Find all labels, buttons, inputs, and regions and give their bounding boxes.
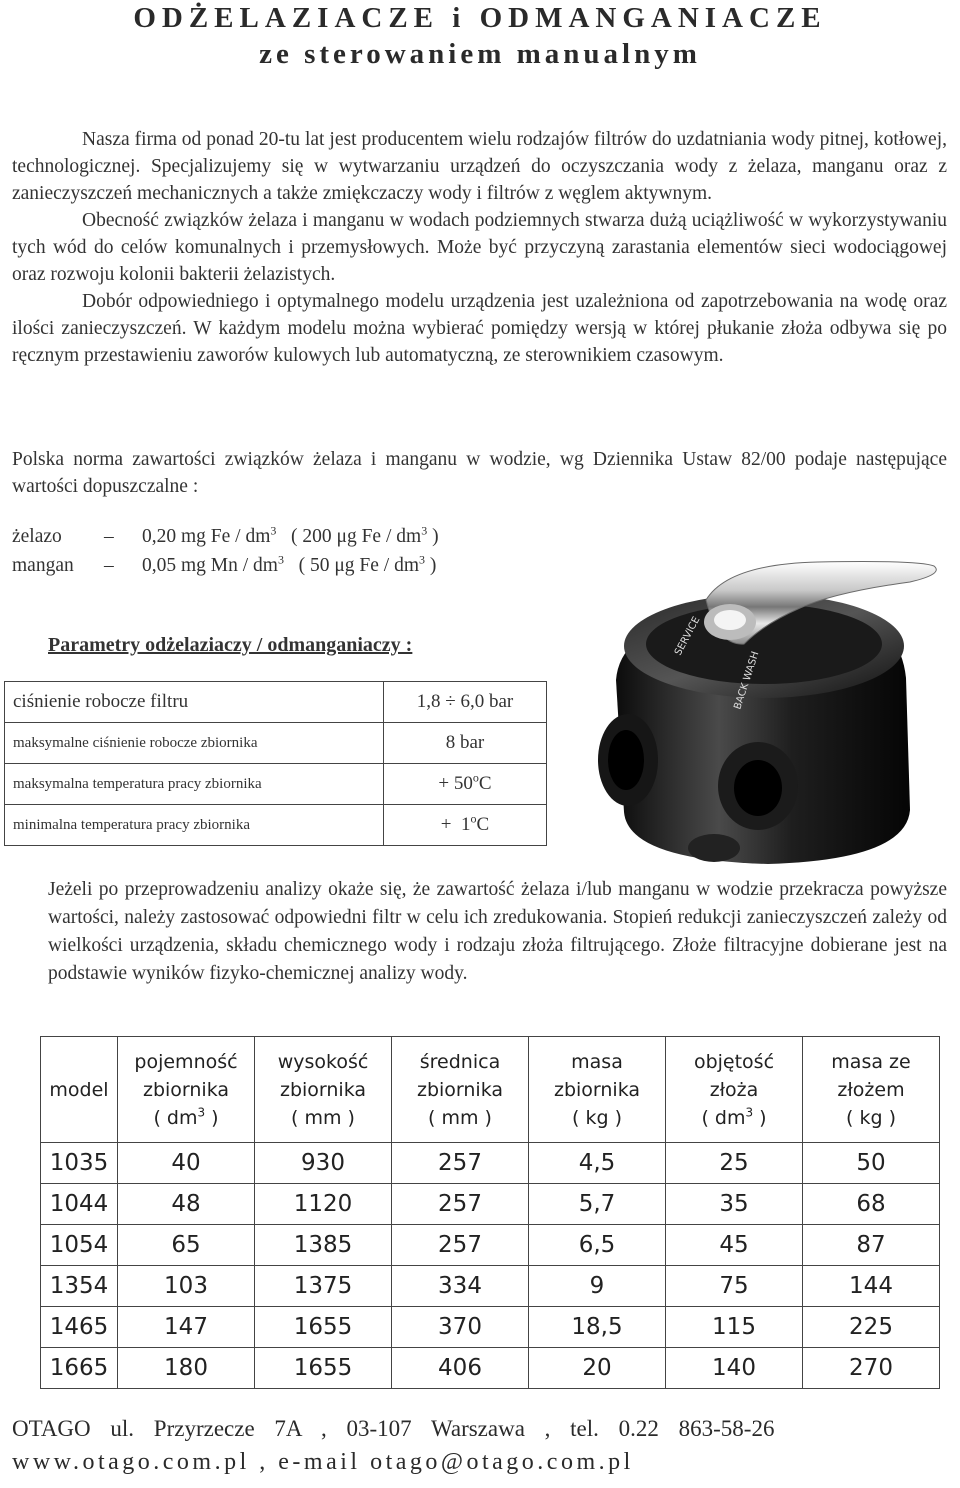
cell-mass-with-bed: 225 [803, 1307, 940, 1348]
norm-section [12, 446, 947, 500]
models-table [40, 1036, 940, 1389]
header-bed-volume: objętość złoża ( $dm^3$ ) [666, 1037, 803, 1143]
param-value: + 50 [438, 773, 473, 794]
cell-mass-with-bed: 270 [803, 1348, 940, 1389]
cell-diameter: 406 [392, 1348, 529, 1389]
table-row [41, 1184, 940, 1225]
param-unit: C [478, 773, 492, 794]
models-header-row [41, 1037, 940, 1143]
cell-model: 1465 [41, 1307, 118, 1348]
param-value: 1,8 ÷ 6,0 bar [384, 682, 547, 723]
limit-row-manganese [12, 552, 437, 577]
cell-capacity: 65 [118, 1225, 255, 1266]
contact-separator: , [259, 1449, 269, 1475]
cell-diameter: 370 [392, 1307, 529, 1348]
param-value-cell [384, 764, 547, 805]
degree-sup: o [470, 811, 477, 826]
cell-model: 1044 [41, 1184, 118, 1225]
limit-name: mangan [12, 555, 74, 576]
footer-contact-line [12, 1449, 634, 1476]
company-address: ul. Przyrzecze 7A , 03-107 Warszawa , tel. 0.22 863-58-26 [110, 1416, 775, 1441]
params-heading: Parametry odżelaziaczy / odmanganiaczy : [48, 634, 413, 656]
cell-diameter: 257 [392, 1143, 529, 1184]
limit-alt-value: ( 50 μg Fe / dm [298, 555, 420, 576]
param-value: 8 bar [384, 723, 547, 764]
cell-mass-with-bed: 87 [803, 1225, 940, 1266]
param-value: + 1 [440, 814, 471, 835]
cell-diameter: 334 [392, 1266, 529, 1307]
valve-port-center [718, 742, 798, 830]
company-name: OTAGO [12, 1416, 91, 1441]
valve-port-left [598, 714, 658, 806]
cell-diameter: 257 [392, 1184, 529, 1225]
intro-paragraph: Nasza firma od ponad 20-tu lat jest producentem wielu rodzajów filtrów do uzdatniania wody pitnej, kotłowej, technologicznej. Specjalizujemy się w wytwarzaniu urządzeń do oczyszczania wody z żelaza, manganu oraz z zanieczyszczeń mechanicznych a także zmiękczaczy wody i filtrów z węglem aktywnym. [12, 129, 947, 204]
param-label: minimalna temperatura pracy zbiornika [5, 805, 384, 846]
cell-mass: 5,7 [529, 1184, 666, 1225]
cell-model: 1354 [41, 1266, 118, 1307]
cell-bed-volume: 75 [666, 1266, 803, 1307]
params-row [5, 805, 547, 846]
limit-value: 0,20 mg Fe / dm [142, 526, 271, 547]
cell-height: 1655 [255, 1307, 392, 1348]
limit-alt-exp: 3 [419, 552, 426, 567]
cell-capacity: 103 [118, 1266, 255, 1307]
manual-valve-image [588, 560, 958, 870]
limit-value-exp: 3 [270, 523, 277, 538]
cell-height: 930 [255, 1143, 392, 1184]
cell-mass: 20 [529, 1348, 666, 1389]
cell-mass-with-bed: 68 [803, 1184, 940, 1225]
cell-height: 1655 [255, 1348, 392, 1389]
header-tank-diameter: średnica zbiornika ( mm ) [392, 1037, 529, 1143]
cell-model: 1665 [41, 1348, 118, 1389]
cell-height: 1375 [255, 1266, 392, 1307]
cell-mass: 9 [529, 1266, 666, 1307]
cell-model: 1035 [41, 1143, 118, 1184]
intro-section [12, 126, 947, 369]
limit-dash: – [104, 555, 114, 576]
closing-section [48, 876, 947, 988]
limit-value-exp: 3 [277, 552, 284, 567]
norm-text: Polska norma zawartości związków żelaza i manganu w wodzie, wg Dziennika Ustaw 82/00 podaje następujące wartości dopuszczalne : [12, 449, 947, 497]
param-unit: C [476, 814, 490, 835]
limit-dash: – [104, 526, 114, 547]
cell-mass: 18,5 [529, 1307, 666, 1348]
limit-alt-value: ( 200 μg Fe / dm [291, 526, 422, 547]
params-row [5, 723, 547, 764]
table-row [41, 1225, 940, 1266]
limit-alt-close: ) [427, 526, 439, 547]
header-mass-with-bed: masa ze złożem ( kg ) [803, 1037, 940, 1143]
page-subtitle: ze sterowaniem manualnym [259, 38, 701, 70]
cell-capacity: 180 [118, 1348, 255, 1389]
page-title: ODŻELAZIACZE i ODMANGANIACZE [133, 2, 827, 34]
params-table [4, 681, 547, 846]
cell-capacity: 40 [118, 1143, 255, 1184]
email-link[interactable]: otago@otago.com.pl [370, 1449, 634, 1475]
cell-height: 1385 [255, 1225, 392, 1266]
cell-mass: 6,5 [529, 1225, 666, 1266]
cell-mass: 4,5 [529, 1143, 666, 1184]
cell-model: 1054 [41, 1225, 118, 1266]
cell-bed-volume: 45 [666, 1225, 803, 1266]
table-row [41, 1307, 940, 1348]
header-tank-mass: masa zbiornika ( kg ) [529, 1037, 666, 1143]
cell-capacity: 48 [118, 1184, 255, 1225]
email-label: e-mail [278, 1449, 361, 1475]
cell-bed-volume: 115 [666, 1307, 803, 1348]
params-row [5, 764, 547, 805]
intro-paragraph: Dobór odpowiedniego i optymalnego modelu urządzenia jest uzależniona od zapotrzebowania na wodę oraz ilości zanieczyszczeń. W każdym modelu można wybierać pomiędzy wersją w której płukanie złoża odbywa się po ręcznym przestawieniu zaworów kulowych lub automatyczną, ze sterownikiem czasowym. [12, 291, 947, 366]
intro-paragraph: Obecność związków żelaza i manganu w wodach podziemnych stwarza dużą uciążliwość w wykorzystywaniu tych wód do celów komunalnych i przemysłowych. Może być przyczyną zarastania elementów sieci wodociągowej oraz rozwoju kolonii bakterii żelazistych. [12, 210, 947, 285]
cell-bed-volume: 25 [666, 1143, 803, 1184]
table-row [41, 1266, 940, 1307]
limit-alt-exp: 3 [421, 523, 428, 538]
valve-backwash-label: BACK WASH [732, 650, 762, 711]
closing-paragraph: Jeżeli po przeprowadzeniu analizy okaże się, że zawartość żelaza i/lub manganu w wodzie przekracza powyższe wartości, należy zastosować odpowiedni filtr w celu ich zredukowania. Stopień redukcji zanieczyszczeń zależy od wielkości urządzenia, składu chemicznego wody i rodzaju złoża filtrującego. Złoże filtracyjne dobierane jest na podstawie wyników fizyko-chemicznej analizy wody. [48, 879, 947, 984]
limit-value: 0,05 mg Mn / dm [142, 555, 278, 576]
cell-bed-volume: 140 [666, 1348, 803, 1389]
cell-capacity: 147 [118, 1307, 255, 1348]
header-model: model [41, 1037, 118, 1143]
valve-service-label: SERVICE [672, 615, 703, 658]
limit-row-iron [12, 523, 439, 548]
limit-alt-close: ) [425, 555, 437, 576]
limit-name: żelazo [12, 526, 62, 547]
param-label: maksymalne ciśnienie robocze zbiornika [5, 723, 384, 764]
param-value-cell [384, 805, 547, 846]
table-row [41, 1348, 940, 1389]
header-tank-height: wysokość zbiornika ( mm ) [255, 1037, 392, 1143]
cell-diameter: 257 [392, 1225, 529, 1266]
degree-sup: o [472, 770, 479, 785]
cell-height: 1120 [255, 1184, 392, 1225]
params-row [5, 682, 547, 723]
cell-mass-with-bed: 144 [803, 1266, 940, 1307]
cell-mass-with-bed: 50 [803, 1143, 940, 1184]
cell-bed-volume: 35 [666, 1184, 803, 1225]
header-tank-capacity: pojemność zbiornika ( $dm^3$ ) [118, 1037, 255, 1143]
website-link[interactable]: www.otago.com.pl [12, 1449, 250, 1475]
valve-port-bottom [688, 834, 740, 862]
footer-address-line [12, 1416, 774, 1442]
table-row [41, 1143, 940, 1184]
param-label: maksymalna temperatura pracy zbiornika [5, 764, 384, 805]
param-label: ciśnienie robocze filtru [5, 682, 384, 723]
